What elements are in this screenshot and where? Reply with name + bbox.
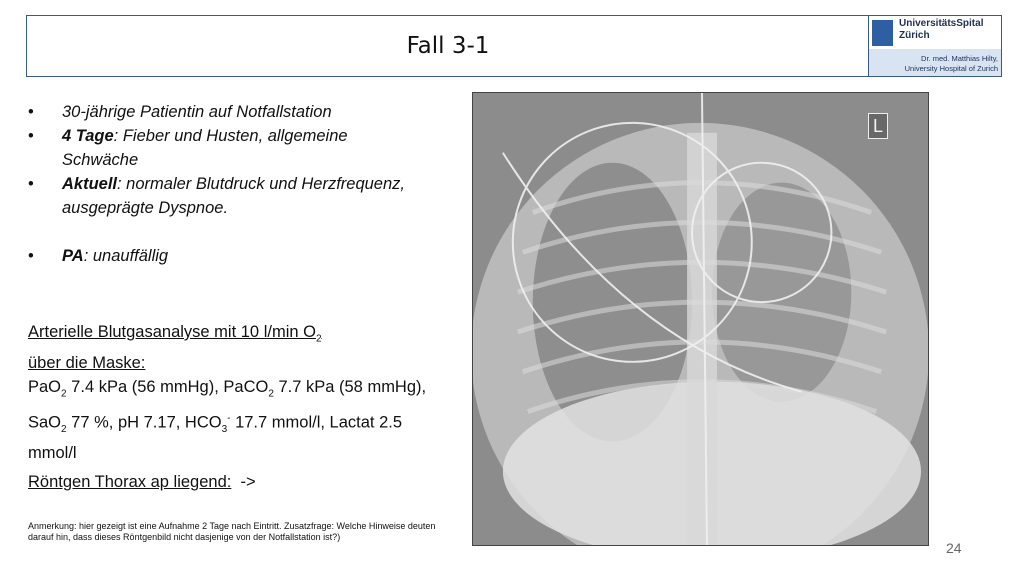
xray-drawing (473, 93, 928, 545)
slide-title: Fall 3-1 (406, 33, 490, 59)
xray-caption: Röntgen Thorax ap liegend: -> (28, 473, 256, 491)
logo-line1: UniversitätsSpital (899, 18, 984, 29)
usz-logo-icon (872, 20, 893, 46)
title-bar (26, 15, 1002, 77)
author-line2: University Hospital of Zurich (904, 64, 998, 73)
university-logo (868, 16, 1001, 76)
bullet-item: • 4 Tage: Fieber und Husten, allgemeine Schwäche (28, 124, 428, 172)
blood-gas-block (28, 320, 448, 465)
bullet-item: • Aktuell: normaler Blutdruck und Herzfrequenz, ausgeprägte Dyspnoe. (28, 172, 428, 220)
xray-side-marker: L (868, 113, 888, 139)
footnote: Anmerkung: hier gezeigt ist eine Aufnahme 2 Tage nach Eintritt. Zusatzfrage: Welche Hinweise deuten darauf hin, dass dieses Röntgenbild nicht dasjenige von der Notfallstation ist?) (28, 521, 436, 542)
bullet-item: • 30-jährige Patientin auf Notfallstation (28, 100, 428, 124)
logo-line2: Zürich (899, 30, 930, 41)
bga-values: PaO$_2$ 7.4 kPa (56 mmHg), PaCO$_2$ 7.7 kPa (58 mmHg), SaO$_2$ 77 %, pH 7.17, $HCO_3^-$ 17.7 mmol/l, Lactat 2.5 mmol/l (28, 378, 427, 463)
case-bullets (28, 100, 428, 268)
bullet-item: • PA: unauffällig (28, 244, 428, 268)
author-box (869, 49, 1001, 76)
logo-text (899, 18, 983, 42)
bga-heading: Arterielle Blutgasanalyse mit 10 l/min $O_2$ (28, 323, 322, 345)
chest-xray-image (472, 92, 929, 546)
logo-top (869, 16, 1001, 49)
author-line1: Dr. med. Matthias Hilty, (921, 54, 998, 63)
page-number: 24 (946, 540, 962, 556)
bga-heading-2: über die Maske: (28, 354, 146, 373)
